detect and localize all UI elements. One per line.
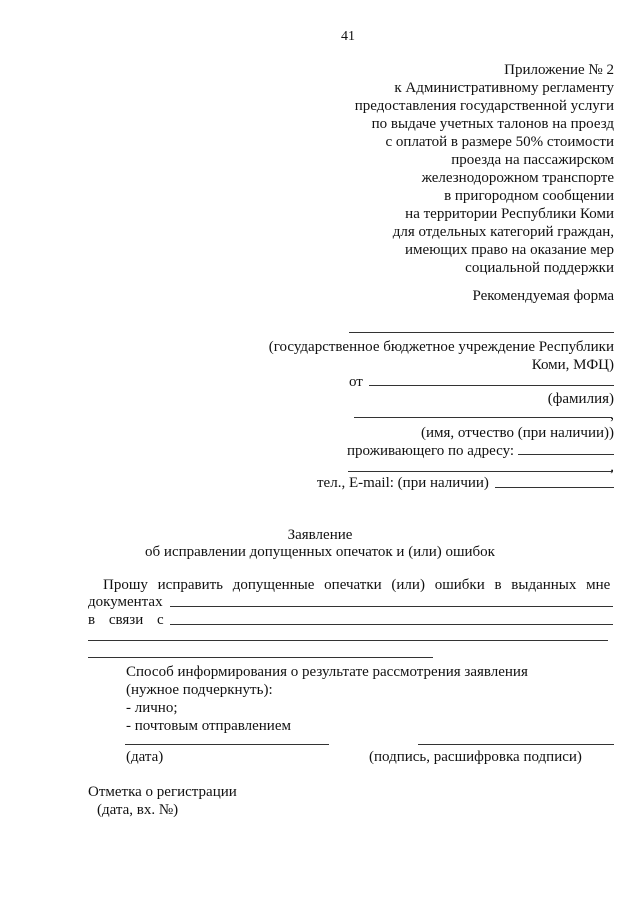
comma-2: , [610, 459, 614, 475]
form-type-label: Рекомендуемая форма [472, 288, 614, 304]
signature-label: (подпись, расшифровка подписи) [369, 749, 582, 765]
appendix-line: железнодорожном транспорте [421, 170, 614, 186]
contact-line [495, 487, 614, 488]
reason-line-3 [88, 657, 433, 658]
documents-line [170, 606, 613, 607]
document-title: Заявление [287, 527, 353, 543]
institution-label-1: (государственное бюджетное учреждение Республики [268, 339, 614, 355]
contact-label: тел., E-mail: (при наличии) [317, 475, 489, 491]
registration-label: Отметка о регистрации [88, 784, 237, 800]
institution-label-2: Коми, МФЦ) [531, 357, 614, 373]
appendix-line: предоставления государственной услуги [354, 98, 614, 114]
address-line-1 [518, 454, 614, 455]
reason-line-2 [88, 640, 608, 641]
surname-label: (фамилия) [547, 391, 614, 407]
appendix-line: на территории Республики Коми [405, 206, 614, 222]
notification-option-personal: - лично; [126, 700, 178, 716]
name-label: (имя, отчество (при наличии)) [420, 425, 614, 441]
reason-line-1 [170, 624, 613, 625]
appendix-line: в пригородном сообщении [444, 188, 614, 204]
registration-details: (дата, вх. №) [97, 802, 179, 818]
appendix-line: проезда на пассажирском [451, 152, 614, 168]
signature-line [418, 744, 614, 745]
appendix-line: социальной поддержки [465, 260, 614, 276]
date-label: (дата) [126, 749, 164, 765]
appendix-line: Приложение № 2 [504, 62, 614, 78]
appendix-line: к Административному регламенту [394, 80, 614, 96]
appendix-line: имеющих право на оказание мер [405, 242, 614, 258]
address-label: проживающего по адресу: [347, 443, 515, 459]
appendix-line: по выдаче учетных талонов на проезд [371, 116, 614, 132]
from-line [369, 385, 614, 386]
date-line [125, 744, 329, 745]
documents-label: документах [88, 594, 163, 610]
document-subtitle: об исправлении допущенных опечаток и (или) ошибок [145, 544, 495, 560]
appendix-line: с оплатой в размере 50% стоимости [385, 134, 614, 150]
notification-line-1: Способ информирования о результате рассмотрения заявления [126, 664, 528, 680]
from-label: от [349, 374, 363, 390]
comma-1: , [610, 407, 614, 423]
institution-line [349, 332, 614, 333]
reason-label: в связи с [88, 612, 164, 628]
appendix-line: для отдельных категорий граждан, [392, 224, 614, 240]
name-line [354, 417, 612, 418]
notification-option-mail: - почтовым отправлением [126, 718, 291, 734]
notification-line-2: (нужное подчеркнуть): [126, 682, 273, 698]
request-text: Прошу исправить допущенные опечатки (или) ошибки в выданных мне [103, 577, 611, 593]
address-line-2 [348, 471, 612, 472]
page-number: 41 [341, 29, 355, 44]
